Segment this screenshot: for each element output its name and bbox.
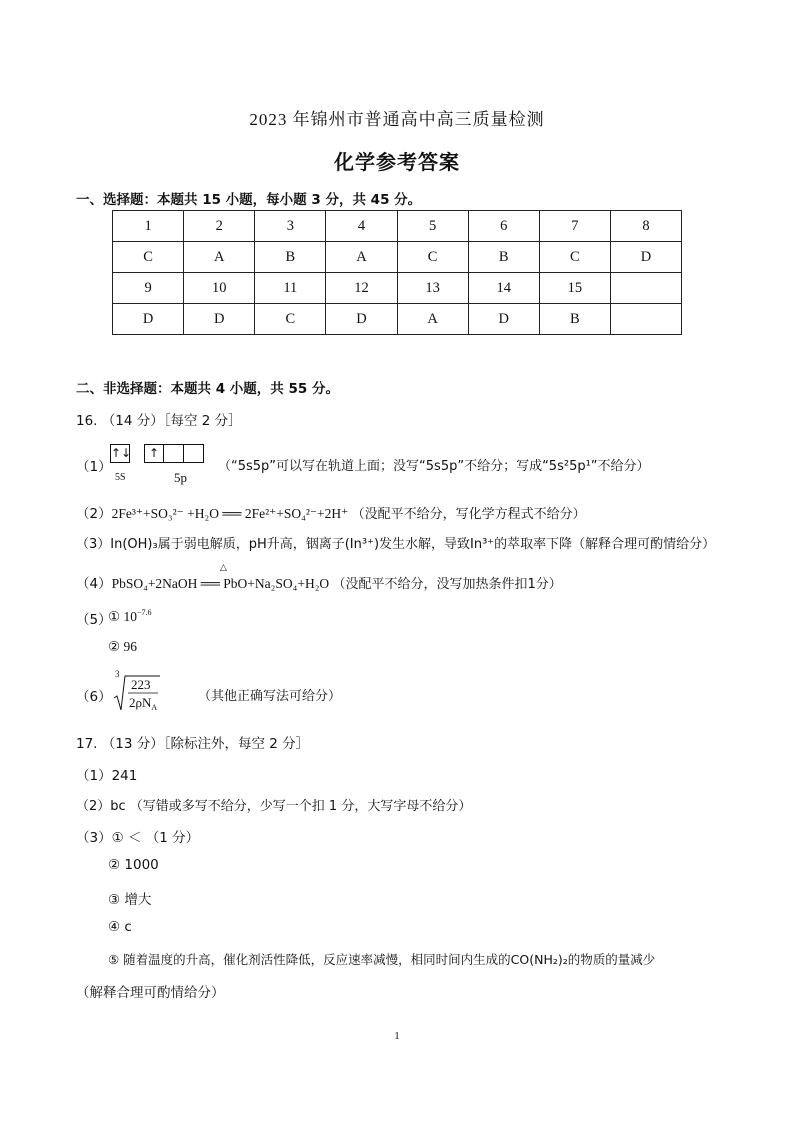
table-cell [610,273,681,304]
table-cell: 12 [326,273,397,304]
q17-p3-4: ④ c [108,919,132,935]
q16-p2-equation: 2Fe³⁺+SO₃²⁻ +H₂O ══ 2Fe²⁺+SO₄²⁻+2H⁺ [111,506,349,521]
table-cell: 4 [326,211,397,242]
q16-p6-label: （6） [76,689,112,705]
q16-p4 [76,572,562,592]
table-cell: A [397,304,468,335]
q16-p5-2: ② 96 [108,639,137,654]
q16-p5-1-value: ① 10 [108,609,137,624]
table-cell: B [539,304,610,335]
table-cell: 15 [539,273,610,304]
section1-heading: 一、选择题：本题共 15 小题，每小题 3 分，共 45 分。 [76,192,422,208]
q17-header: 17. （13 分）［除标注外，每空 2 分］ [76,736,310,752]
table-cell: D [184,304,255,335]
q16-p3: （3）In(OH)₃属于弱电解质，pH升高，铟离子(In³⁺)发生水解，导致In³⁺的萃取率下降（解释合理可酌情给分） [76,537,716,552]
table-cell: 1 [113,211,184,242]
answer-table [112,210,682,335]
fraction-numerator: 223 [131,677,151,692]
orbital-box-5p-3 [184,444,204,463]
q17-p3-5: ⑤ 随着温度的升高，催化剂活性降低，反应速率减慢，相同时间内生成的CO(NH₂)₂的物质的量减少 [108,952,656,967]
fraction-denominator: $2\rho N_A$ [129,695,158,712]
table-cell: B [468,242,539,273]
table-cell: 3 [255,211,326,242]
table-row [113,304,682,335]
q16-p2-label: （2） [76,506,112,522]
table-cell: 2 [184,211,255,242]
orbital-5p [144,444,204,463]
page-title: 2023 年锦州市普通高中高三质量检测 [249,110,545,129]
table-cell: 5 [397,211,468,242]
table-cell: 14 [468,273,539,304]
q16-p5-1 [108,608,152,625]
table-cell: 11 [255,273,326,304]
table-row [113,211,682,242]
cube-root-expression [112,669,172,712]
q16-p4-equation: PbSO₄+2NaOH ══ PbO+Na₂SO₄+H₂O [111,576,330,591]
q17-p3-5b: （解释合理可酌情给分） [76,985,225,1001]
q17-p3-3: ③ 增大 [108,892,152,908]
q17-p3-2: ② 1000 [108,857,159,873]
table-cell: 9 [113,273,184,304]
q16-p5-label: （5） [76,612,112,628]
table-cell: D [113,304,184,335]
paired-arrows-icon: ↑↓ [111,446,132,460]
orbital-box-5s [110,444,130,463]
table-row [113,273,682,304]
up-arrow-icon: ↑ [148,446,160,460]
orbital-5s-label: 5S [115,472,126,483]
q16-p5-1-exponent: −7.6 [136,608,152,617]
table-cell: C [113,242,184,273]
heating-condition: △ [220,562,227,572]
section2-heading: 二、非选择题：本题共 4 小题，共 55 分。 [76,381,339,397]
table-cell: A [326,242,397,273]
orbital-box-5p-1 [144,444,164,463]
table-row [113,242,682,273]
table-cell: 6 [468,211,539,242]
page-number: 1 [394,1030,400,1042]
table-cell: 10 [184,273,255,304]
q16-p2-note: （没配平不给分，写化学方程式不给分） [351,507,586,522]
table-cell: 13 [397,273,468,304]
table-cell: D [468,304,539,335]
q16-p1-label: （1） [76,459,112,475]
table-cell [610,304,681,335]
q16-p4-label: （4） [76,576,112,592]
orbital-box-5p-2 [164,444,184,463]
root-index: 3 [115,669,120,679]
q16-p2 [76,502,586,522]
q17-p3-1: （3）① ＜ （1 分） [76,830,200,846]
q17-p2: （2）bc （写错或多写不给分，少写一个扣 1 分，大写字母不给分） [76,799,472,814]
table-cell: C [255,304,326,335]
q16-p4-note: （没配平不给分，没写加热条件扣1分） [332,577,562,592]
table-cell: D [610,242,681,273]
q17-p1: （1）241 [76,768,138,784]
table-cell: A [184,242,255,273]
table-cell: 7 [539,211,610,242]
table-cell: 8 [610,211,681,242]
q16-header: 16. （14 分）［每空 2 分］ [76,413,242,429]
table-cell: C [539,242,610,273]
orbital-5s [110,444,130,463]
table-cell: B [255,242,326,273]
orbital-5p-label: 5p [174,470,187,485]
page-subtitle: 化学参考答案 [334,150,460,174]
table-cell: D [326,304,397,335]
q16-p6-note: （其他正确写法可给分） [198,689,342,704]
q16-p1-note: （“5s5p”可以写在轨道上面；没写“5s5p”不给分；写成“5s²5p¹”不给分） [218,459,650,474]
table-cell: C [397,242,468,273]
